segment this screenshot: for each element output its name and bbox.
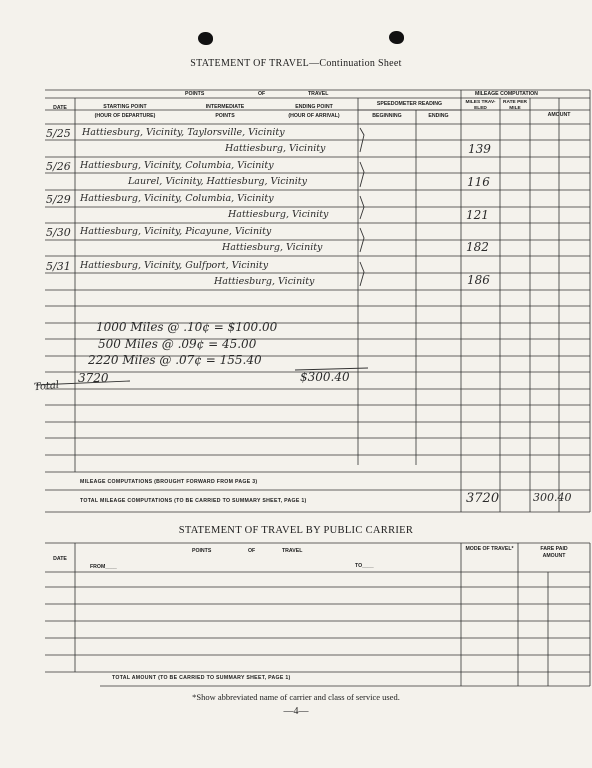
brought-forward-label: MILEAGE COMPUTATIONS (BROUGHT FORWARD FROM PAGE 3) <box>80 479 258 485</box>
carrier-date-label: DATE <box>53 556 67 562</box>
entry-date: 5/29 <box>46 193 71 206</box>
entry-route-line1: Hattiesburg, Vicinity, Gulfport, Vicinity <box>80 260 269 271</box>
points-label: POINTS <box>185 91 205 97</box>
entry-route-line2: Hattiesburg, Vicinity <box>225 143 326 154</box>
entry-route-line2: Hattiesburg, Vicinity <box>222 242 323 253</box>
entry-route-line1: Hattiesburg, Vicinity, Columbia, Vicinity <box>80 193 274 204</box>
entry-date: 5/25 <box>46 127 71 140</box>
entry-route-line1: Hattiesburg, Vicinity, Picayune, Vicinity <box>80 226 272 237</box>
total-amount-handwritten: $300.40 <box>300 370 350 384</box>
total-miles-handwritten: 3720 <box>78 371 109 385</box>
miles-traveled-label: MILES TRAV- ELED <box>465 100 496 111</box>
entry-date: 5/30 <box>46 226 71 239</box>
footnote: *Show abbreviated name of carrier and class of service used. <box>192 692 400 702</box>
carrier-of-label: OF <box>248 548 256 554</box>
calculation-line: 2220 Miles @ .07¢ = 155.40 <box>88 353 262 367</box>
beginning-label: BEGINNING <box>372 113 402 119</box>
carrier-mode-label: MODE OF TRAVEL* <box>465 546 514 552</box>
entry-miles: 139 <box>468 142 491 156</box>
entry-date: 5/31 <box>46 260 71 273</box>
travel-label: TRAVEL <box>308 91 329 97</box>
page-number: —4— <box>283 706 309 717</box>
entry-miles: 121 <box>466 208 489 222</box>
carrier-total-amount-label: TOTAL AMOUNT (TO BE CARRIED TO SUMMARY SHEET, PAGE 1) <box>112 675 291 681</box>
mileage-computation-label: MILEAGE COMPUTATION <box>475 91 538 97</box>
speedometer-label: SPEEDOMETER READING <box>376 101 443 107</box>
total-miles-value: 3720 <box>466 491 500 506</box>
entry-route-line2: Laurel, Vicinity, Hattiesburg, Vicinity <box>128 176 307 187</box>
entry-miles: 116 <box>467 175 490 189</box>
total-amount-value: 300.40 <box>533 491 572 504</box>
rate-per-mile-label: RATE PER MILE <box>503 100 527 111</box>
entry-miles: 186 <box>467 273 490 287</box>
ending-label: ENDING <box>428 113 449 119</box>
carrier-travel-label: TRAVEL <box>282 548 303 554</box>
calculation-line: 500 Miles @ .09¢ = 45.00 <box>98 337 257 351</box>
amount-label: AMOUNT <box>547 112 571 118</box>
public-carrier-title: STATEMENT OF TRAVEL BY PUBLIC CARRIER <box>178 525 414 536</box>
entry-route-line1: Hattiesburg, Vicinity, Columbia, Vicinity <box>80 160 274 171</box>
total-mileage-label: TOTAL MILEAGE COMPUTATIONS (TO BE CARRIED TO SUMMARY SHEET, PAGE 1) <box>80 498 307 504</box>
hour-arrival-label: (HOUR OF ARRIVAL) <box>288 113 340 119</box>
carrier-points-label: POINTS <box>192 548 212 554</box>
intermediate-points-label: POINTS <box>215 113 235 119</box>
entry-date: 5/26 <box>46 160 71 173</box>
entry-route-line2: Hattiesburg, Vicinity <box>214 276 315 287</box>
hour-departure-label: (HOUR OF DEPARTURE) <box>94 113 156 119</box>
entry-miles: 182 <box>466 240 489 254</box>
ending-point-label: ENDING POINT <box>295 104 333 110</box>
entry-route-line1: Hattiesburg, Vicinity, Taylorsville, Vicinity <box>82 127 285 138</box>
intermediate-label: INTERMEDIATE <box>205 104 245 110</box>
page-title: STATEMENT OF TRAVEL—Continuation Sheet <box>190 58 402 69</box>
date-label: DATE <box>53 105 67 111</box>
carrier-to-label: TO____ <box>355 563 374 569</box>
of-label: OF <box>258 91 266 97</box>
carrier-from-label: FROM____ <box>90 564 117 570</box>
calculation-line: 1000 Miles @ .10¢ = $100.00 <box>96 320 278 334</box>
carrier-fare-label: FARE PAID AMOUNT <box>540 546 568 559</box>
starting-point-label: STARTING POINT <box>103 104 147 110</box>
entry-route-line2: Hattiesburg, Vicinity <box>228 209 329 220</box>
total-label: Total <box>33 379 60 394</box>
